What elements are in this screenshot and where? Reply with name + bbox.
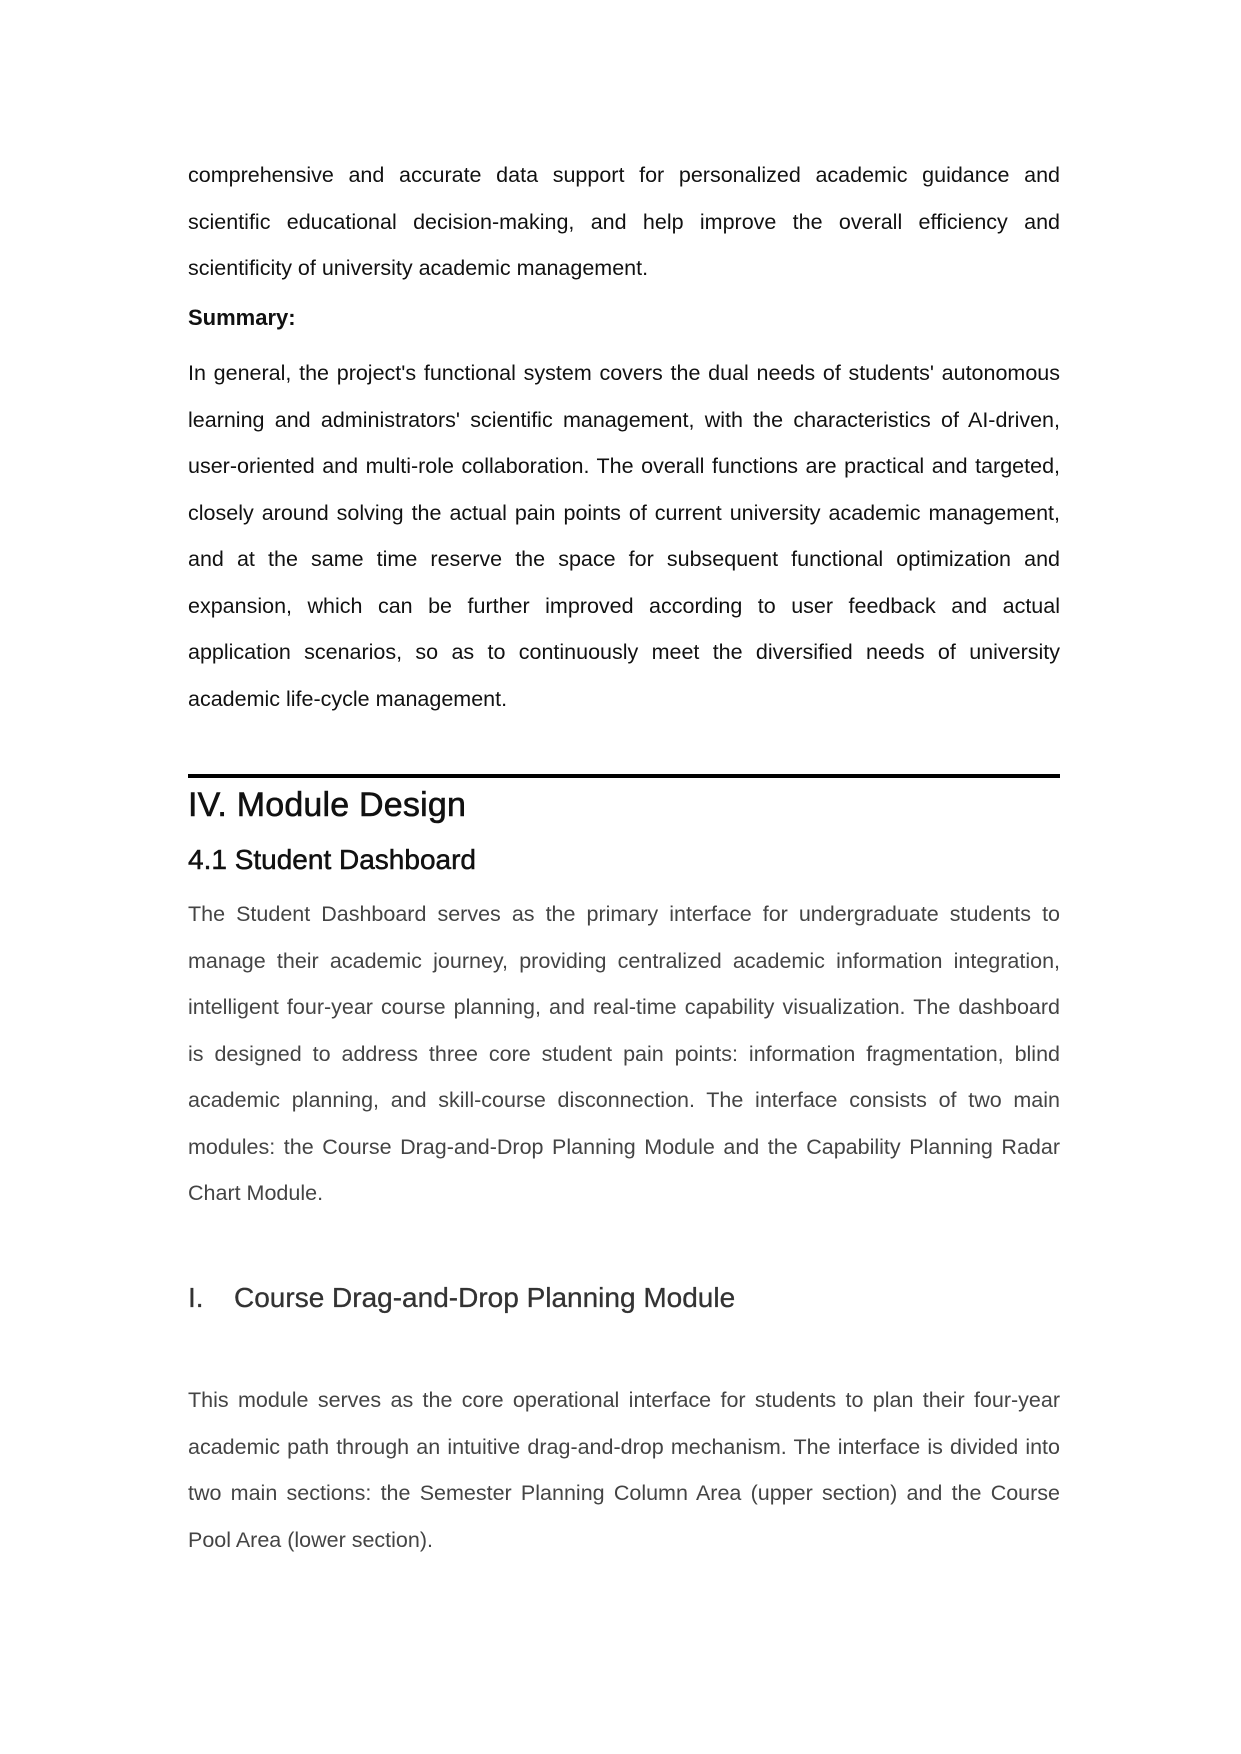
subsection-paragraph: The Student Dashboard serves as the primary interface for undergraduate students to manage their academic journey, providing centralized academic information integration, intelligent four-year course planning, and real-time capability visualization. The dashboard is designed to address three core student pain points: information fragmentation, blind academic planning, and skill-course disconnection. The interface consists of two main modules: the Course Drag-and-Drop Planning Module and the Capability Planning Radar Chart Module. bbox=[188, 902, 1060, 1205]
subsection-title: 4.1 Student Dashboard bbox=[188, 844, 476, 875]
module-paragraph: This module serves as the core operational interface for students to plan their four-year academic path through an intuitive drag-and-drop mechanism. The interface is divided into two main sections: the Semester Planning Column Area (upper section) and the Course Pool Area (lower section). bbox=[188, 1388, 1060, 1552]
module-title: Course Drag-and-Drop Planning Module bbox=[234, 1282, 736, 1313]
module-number: I. bbox=[188, 1282, 204, 1313]
module-heading bbox=[188, 1282, 735, 1314]
intro-paragraph: comprehensive and accurate data support for personalized academic guidance and scientific educational decision-making, and help improve the overall efficiency and scientificity of university academic management. bbox=[188, 163, 1060, 280]
summary-label: Summary: bbox=[188, 305, 296, 330]
summary-paragraph: In general, the project's functional system covers the dual needs of students' autonomous learning and administrators' scientific management, with the characteristics of AI-driven, user-oriented and multi-role collaboration. The overall functions are practical and targeted, closely around solving the actual pain points of current university academic management, and at the same time reserve the space for subsequent functional optimization and expansion, which can be further improved according to user feedback and actual application scenarios, so as to continuously meet the diversified needs of university academic life-cycle management. bbox=[188, 361, 1060, 711]
section-title: IV. Module Design bbox=[188, 786, 467, 824]
section-divider bbox=[188, 774, 1060, 778]
